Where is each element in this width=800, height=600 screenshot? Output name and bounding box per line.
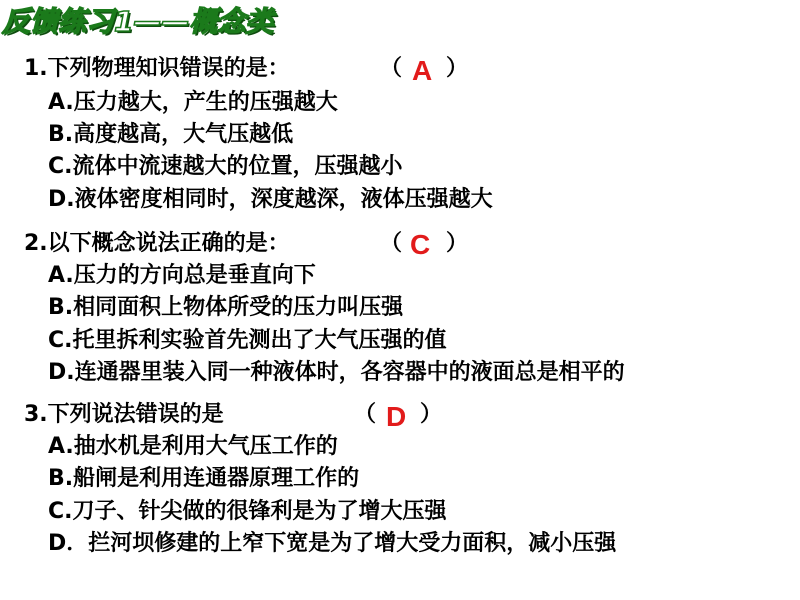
question-2-option-c: C.托里拆利实验首先测出了大气压强的值: [48, 328, 447, 353]
question-2-paren-close: ）: [446, 231, 469, 256]
page-title: 反馈练习1——概念类: [2, 5, 274, 38]
question-1-paren-close: ）: [446, 56, 469, 81]
question-3-option-c: C.刀子、针尖做的很锋利是为了增大压强: [48, 499, 447, 524]
question-3-answer: D: [386, 401, 407, 432]
question-3-option-a: A.抽水机是利用大气压工作的: [48, 434, 338, 459]
question-2-stem: 2.以下概念说法正确的是：: [24, 231, 290, 256]
question-1-option-d: D.液体密度相同时，深度越深，液体压强越大: [48, 187, 493, 212]
question-2-option-b: B.相同面积上物体所受的压力叫压强: [48, 295, 404, 320]
question-1-answer: A: [412, 55, 433, 86]
question-3-stem: 3.下列说法错误的是: [24, 402, 224, 427]
question-2-answer: C: [410, 229, 431, 260]
question-2-option-d: D.连通器里装入同一种液体时，各容器中的液面总是相平的: [48, 360, 625, 385]
question-1-stem: 1.下列物理知识错误的是：: [24, 56, 290, 81]
question-3-option-d: D．拦河坝修建的上窄下宽是为了增大受力面积，减小压强: [48, 531, 617, 556]
question-3-option-b: B.船闸是利用连通器原理工作的: [48, 466, 360, 491]
question-2-option-a: A.压力的方向总是垂直向下: [48, 263, 316, 288]
question-3-paren-open: （: [354, 402, 377, 427]
question-1-option-b: B.高度越高，大气压越低: [48, 122, 294, 147]
question-1-option-a: A.压力越大，产生的压强越大: [48, 90, 338, 115]
question-3-paren-close: ）: [420, 402, 443, 427]
question-1-paren-open: （: [380, 56, 403, 81]
question-1-option-c: C.流体中流速越大的位置，压强越小: [48, 154, 403, 179]
question-2-paren-open: （: [380, 231, 403, 256]
